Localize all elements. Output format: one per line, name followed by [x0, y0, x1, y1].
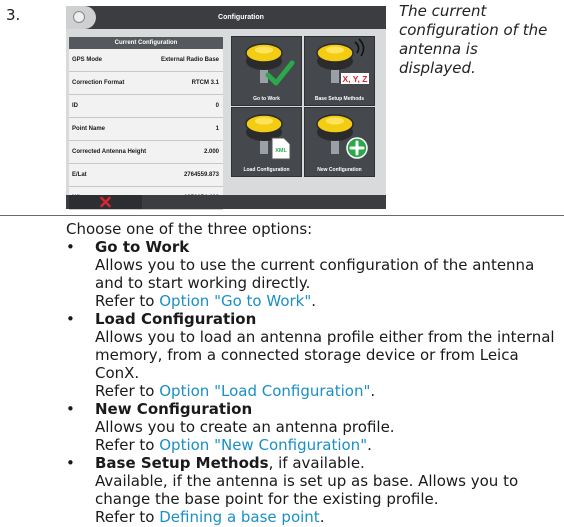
- title-bar: [66, 6, 386, 29]
- option-title: Go to Work: [95, 238, 190, 256]
- reference-link[interactable]: Option "Load Configuration": [159, 382, 371, 400]
- row-value: 1: [215, 126, 219, 132]
- option-title: Base Setup Methods: [95, 454, 269, 472]
- ref-suffix: .: [370, 382, 376, 400]
- config-row: [69, 141, 223, 164]
- option-item: [66, 238, 560, 310]
- row-label: Point Name: [72, 126, 106, 132]
- option-item: [66, 310, 560, 400]
- row-value: 2.000: [203, 149, 219, 155]
- row-value: External Radio Base: [160, 57, 219, 63]
- option-description: Allows you to load an antenna profile either from the internal memory, from a connected storage device or from Leica ConX.: [95, 328, 555, 382]
- antenna-signal-icon: [313, 39, 369, 89]
- bullet: •: [66, 238, 75, 256]
- ref-prefix: Refer to: [95, 292, 160, 310]
- step-number: 3.: [6, 6, 21, 24]
- row-label: E/Lat: [72, 172, 87, 178]
- bullet: •: [66, 400, 75, 418]
- cancel-button[interactable]: [69, 195, 142, 209]
- reference-link[interactable]: Defining a base point: [159, 508, 320, 526]
- device-screenshot: [66, 6, 386, 209]
- option-item: [66, 454, 560, 526]
- option-reference: [95, 292, 560, 310]
- xyz-badge: X, Y, Z: [342, 74, 368, 84]
- step-caption: The current configuration of the antenna is displayed.: [399, 2, 548, 77]
- new-configuration-label: New Configuration: [317, 167, 362, 173]
- row-value: 2764559.873: [183, 172, 219, 178]
- option-reference: [95, 436, 560, 454]
- ref-prefix: Refer to: [95, 382, 160, 400]
- row-value: 0: [215, 103, 219, 109]
- current-configuration-panel[interactable]: [69, 37, 223, 195]
- bullet: •: [66, 454, 75, 472]
- load-configuration-button[interactable]: [231, 107, 302, 177]
- option-description: Allows you to create an antenna profile.: [95, 418, 395, 436]
- intro-text: Choose one of the three options:: [66, 220, 313, 238]
- row-label: Correction Format: [72, 80, 125, 86]
- option-reference: [95, 382, 560, 400]
- ref-prefix: Refer to: [95, 436, 160, 454]
- base-setup-methods-label: Base Setup Methods: [314, 96, 365, 102]
- config-row: [69, 164, 223, 187]
- row-value: RTCM 3.1: [191, 80, 219, 86]
- ref-prefix: Refer to: [95, 508, 160, 526]
- row-label: GPS Mode: [72, 57, 103, 63]
- load-configuration-label: Load Configuration: [243, 167, 290, 173]
- antenna-plus-icon: [313, 110, 369, 160]
- config-row: [69, 72, 223, 95]
- option-reference: [95, 508, 560, 526]
- option-title-suffix: , if available.: [268, 454, 365, 472]
- reference-link[interactable]: Option "Go to Work": [159, 292, 312, 310]
- base-setup-methods-button[interactable]: [304, 36, 375, 106]
- config-row: [69, 95, 223, 118]
- option-item: [66, 400, 560, 454]
- row-label: Corrected Antenna Height: [72, 149, 147, 155]
- bullet: •: [66, 310, 75, 328]
- config-row: [69, 49, 223, 72]
- antenna-check-icon: [240, 39, 294, 89]
- instructions: [66, 220, 560, 526]
- menu-button[interactable]: [66, 6, 96, 29]
- ref-suffix: .: [367, 436, 372, 454]
- antenna-xml-icon: [240, 110, 294, 160]
- config-row: [69, 118, 223, 141]
- new-configuration-button[interactable]: [304, 107, 375, 177]
- option-title: New Configuration: [95, 400, 253, 418]
- close-icon: [100, 197, 111, 207]
- section-divider: [0, 215, 564, 216]
- option-title: Load Configuration: [95, 310, 257, 328]
- ref-suffix: .: [319, 508, 325, 526]
- xml-badge: XML: [275, 148, 287, 154]
- reference-link[interactable]: Option "New Configuration": [159, 436, 368, 454]
- circle-icon: [73, 11, 85, 23]
- screen-title: Configuration: [218, 14, 264, 21]
- go-to-work-label: Go to Work: [253, 96, 280, 102]
- panel-title: Current Configuration: [69, 37, 223, 49]
- ref-suffix: .: [311, 292, 317, 310]
- option-description: Available, if the antenna is set up as base. Allows you to change the base point for the existing profile.: [95, 472, 519, 508]
- row-label: ID: [72, 103, 78, 109]
- bottom-bar: [66, 195, 386, 209]
- go-to-work-button[interactable]: [231, 36, 302, 106]
- option-description: Allows you to use the current configuration of the antenna and to start working directly.: [95, 256, 535, 292]
